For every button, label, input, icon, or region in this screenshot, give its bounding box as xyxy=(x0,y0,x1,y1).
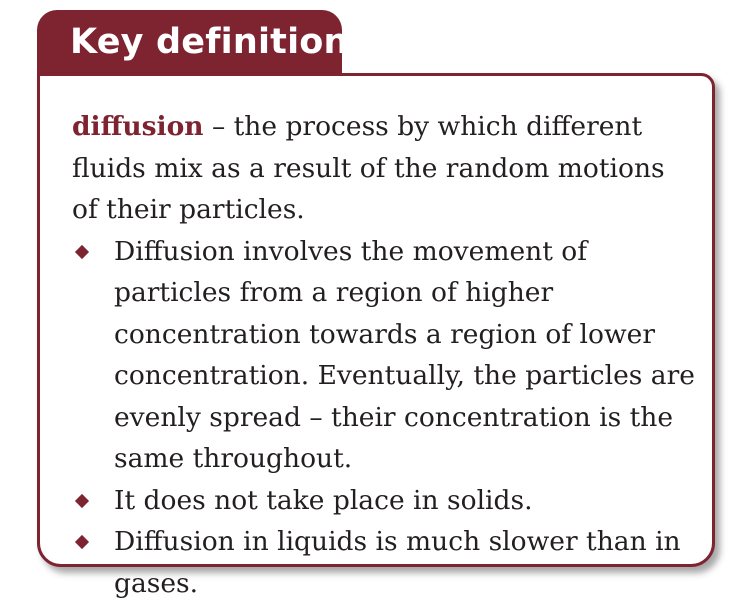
diamond-bullet-icon xyxy=(75,244,89,258)
definition-content xyxy=(72,106,697,600)
bullet-text: Diffusion involves the movement of particles from a region of higher concentration towards a region of lower concentration. Eventually, the particles are evenly spread – their concentration is the same throughout. xyxy=(114,235,695,474)
bullet-item xyxy=(72,521,697,600)
tab-title: Key definition xyxy=(70,22,349,62)
bullet-text: It does not take place in solids. xyxy=(114,484,533,516)
diamond-bullet-icon xyxy=(75,493,89,507)
definition-text: – the process by which different fluids mix as a result of the random motions of their particles. xyxy=(72,111,665,225)
bullet-item xyxy=(72,480,697,522)
definition-term: diffusion xyxy=(72,111,204,142)
bullet-text: Diffusion in liquids is much slower than in gases. xyxy=(114,526,681,599)
definition-paragraph xyxy=(72,106,697,231)
bullet-item xyxy=(72,231,697,480)
bullet-list xyxy=(72,231,697,600)
diamond-bullet-icon xyxy=(75,535,89,549)
